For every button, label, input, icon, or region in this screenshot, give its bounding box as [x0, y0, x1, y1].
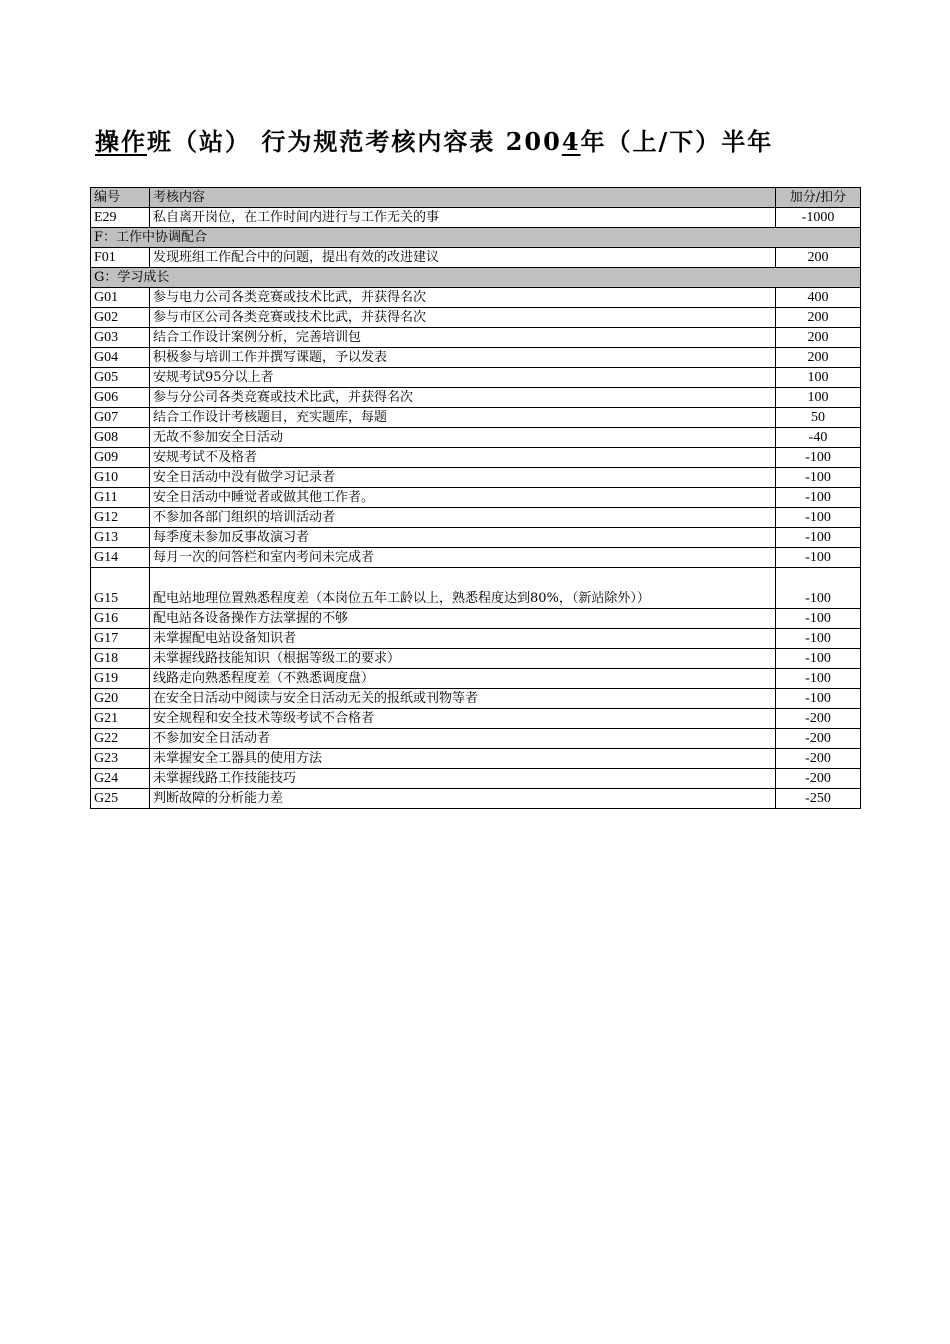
row-code: G16 — [91, 609, 150, 629]
table-row — [91, 368, 861, 388]
row-code: G12 — [91, 508, 150, 528]
row-score: -100 — [776, 508, 861, 528]
row-score: 200 — [776, 308, 861, 328]
row-score: -100 — [776, 609, 861, 629]
row-score: -100 — [776, 488, 861, 508]
row-code: E29 — [91, 208, 150, 228]
row-score: -200 — [776, 709, 861, 729]
row-score: 200 — [776, 328, 861, 348]
row-score: -200 — [776, 769, 861, 789]
table-row — [91, 448, 861, 468]
row-content: 参与分公司各类竞赛或技术比武，并获得名次 — [150, 388, 776, 408]
row-code: G04 — [91, 348, 150, 368]
table-row — [91, 288, 861, 308]
row-content: 私自离开岗位，在工作时间内进行与工作无关的事 — [150, 208, 776, 228]
row-score: -100 — [776, 669, 861, 689]
row-code: F01 — [91, 248, 150, 268]
table-row — [91, 669, 861, 689]
row-content: 配电站各设备操作方法掌握的不够 — [150, 609, 776, 629]
row-content: 线路走向熟悉程度差（不熟悉调度盘） — [150, 669, 776, 689]
table-row — [91, 609, 861, 629]
row-code: G05 — [91, 368, 150, 388]
table-row — [91, 729, 861, 749]
table-row — [91, 528, 861, 548]
row-content: 不参加安全日活动者 — [150, 729, 776, 749]
section-label: G：学习成长 — [91, 268, 861, 288]
row-code: G07 — [91, 408, 150, 428]
table-row — [91, 789, 861, 809]
row-code: G24 — [91, 769, 150, 789]
table-row — [91, 568, 861, 609]
table-row — [91, 208, 861, 228]
header-code: 编号 — [91, 188, 150, 208]
row-content: 每季度未参加反事故演习者 — [150, 528, 776, 548]
row-code: G09 — [91, 448, 150, 468]
table-row — [91, 629, 861, 649]
row-code: G14 — [91, 548, 150, 568]
title-suffix: 年（上/下）半年 — [580, 127, 774, 156]
row-content: 安规考试95分以上者 — [150, 368, 776, 388]
row-score: -100 — [776, 548, 861, 568]
row-code: G01 — [91, 288, 150, 308]
row-score: -100 — [776, 689, 861, 709]
row-content: 参与市区公司各类竞赛或技术比武，并获得名次 — [150, 308, 776, 328]
assessment-table — [90, 187, 861, 809]
row-code: G06 — [91, 388, 150, 408]
row-content: 不参加各部门组织的培训活动者 — [150, 508, 776, 528]
row-code: G22 — [91, 729, 150, 749]
row-code: G21 — [91, 709, 150, 729]
table-row — [91, 548, 861, 568]
row-score: -200 — [776, 729, 861, 749]
row-content: 结合工作设计考核题目，充实题库，每题 — [150, 408, 776, 428]
row-score: 400 — [776, 288, 861, 308]
row-content: 无故不参加安全日活动 — [150, 428, 776, 448]
row-content: 积极参与培训工作并撰写课题，予以发表 — [150, 348, 776, 368]
row-score: -200 — [776, 749, 861, 769]
row-code: G13 — [91, 528, 150, 548]
table-body — [91, 208, 861, 809]
row-score: -100 — [776, 528, 861, 548]
table-row — [91, 328, 861, 348]
header-score: 加分/扣分 — [776, 188, 861, 208]
row-code: G23 — [91, 749, 150, 769]
title-main: 班（站） 行为规范考核内容表 200 — [147, 127, 562, 156]
row-content: 安全规程和安全技术等级考试不合格者 — [150, 709, 776, 729]
page-title — [95, 122, 895, 157]
row-score: -250 — [776, 789, 861, 809]
table-row — [91, 468, 861, 488]
row-score: 200 — [776, 248, 861, 268]
row-score: -100 — [776, 448, 861, 468]
row-score: -40 — [776, 428, 861, 448]
row-score: 100 — [776, 388, 861, 408]
row-code: G17 — [91, 629, 150, 649]
table-row — [91, 248, 861, 268]
title-year-digit: 4 — [561, 127, 581, 156]
row-code: G10 — [91, 468, 150, 488]
table-row — [91, 488, 861, 508]
row-content: 参与电力公司各类竞赛或技术比武，并获得名次 — [150, 288, 776, 308]
table-header-row — [91, 188, 861, 208]
row-score: -100 — [776, 649, 861, 669]
row-score: 100 — [776, 368, 861, 388]
row-code: G03 — [91, 328, 150, 348]
row-code: G19 — [91, 669, 150, 689]
row-content: 未掌握配电站设备知识者 — [150, 629, 776, 649]
row-code: G15 — [91, 568, 150, 609]
table-row — [91, 769, 861, 789]
row-content: 配电站地理位置熟悉程度差（本岗位五年工龄以上，熟悉程度达到80%，（新站除外）） — [150, 568, 776, 609]
section-label: F：工作中协调配合 — [91, 228, 861, 248]
header-content: 考核内容 — [150, 188, 776, 208]
table-row — [91, 408, 861, 428]
row-code: G02 — [91, 308, 150, 328]
row-score: -1000 — [776, 208, 861, 228]
row-code: G20 — [91, 689, 150, 709]
table-row — [91, 689, 861, 709]
row-content: 发现班组工作配合中的问题，提出有效的改进建议 — [150, 248, 776, 268]
row-code: G18 — [91, 649, 150, 669]
table-row — [91, 508, 861, 528]
row-score: 50 — [776, 408, 861, 428]
row-code: G25 — [91, 789, 150, 809]
row-content: 结合工作设计案例分析，完善培训包 — [150, 328, 776, 348]
row-content: 未掌握线路技能知识（根据等级工的要求） — [150, 649, 776, 669]
row-score: -100 — [776, 468, 861, 488]
table-row — [91, 649, 861, 669]
row-content: 安全日活动中没有做学习记录者 — [150, 468, 776, 488]
row-content: 未掌握安全工器具的使用方法 — [150, 749, 776, 769]
title-unit-name: 操作 — [95, 127, 147, 156]
row-content: 安规考试不及格者 — [150, 448, 776, 468]
row-score: 200 — [776, 348, 861, 368]
table-row — [91, 388, 861, 408]
section-row — [91, 228, 861, 248]
table-row — [91, 709, 861, 729]
row-content: 判断故障的分析能力差 — [150, 789, 776, 809]
table-row — [91, 308, 861, 328]
row-code: G08 — [91, 428, 150, 448]
table-row — [91, 348, 861, 368]
row-content: 每月一次的问答栏和室内考问未完成者 — [150, 548, 776, 568]
row-score: -100 — [776, 629, 861, 649]
table-row — [91, 428, 861, 448]
row-code: G11 — [91, 488, 150, 508]
row-content: 在安全日活动中阅读与安全日活动无关的报纸或刊物等者 — [150, 689, 776, 709]
row-score: -100 — [776, 568, 861, 609]
row-content: 安全日活动中睡觉者或做其他工作者。 — [150, 488, 776, 508]
row-content: 未掌握线路工作技能技巧 — [150, 769, 776, 789]
section-row — [91, 268, 861, 288]
table-row — [91, 749, 861, 769]
